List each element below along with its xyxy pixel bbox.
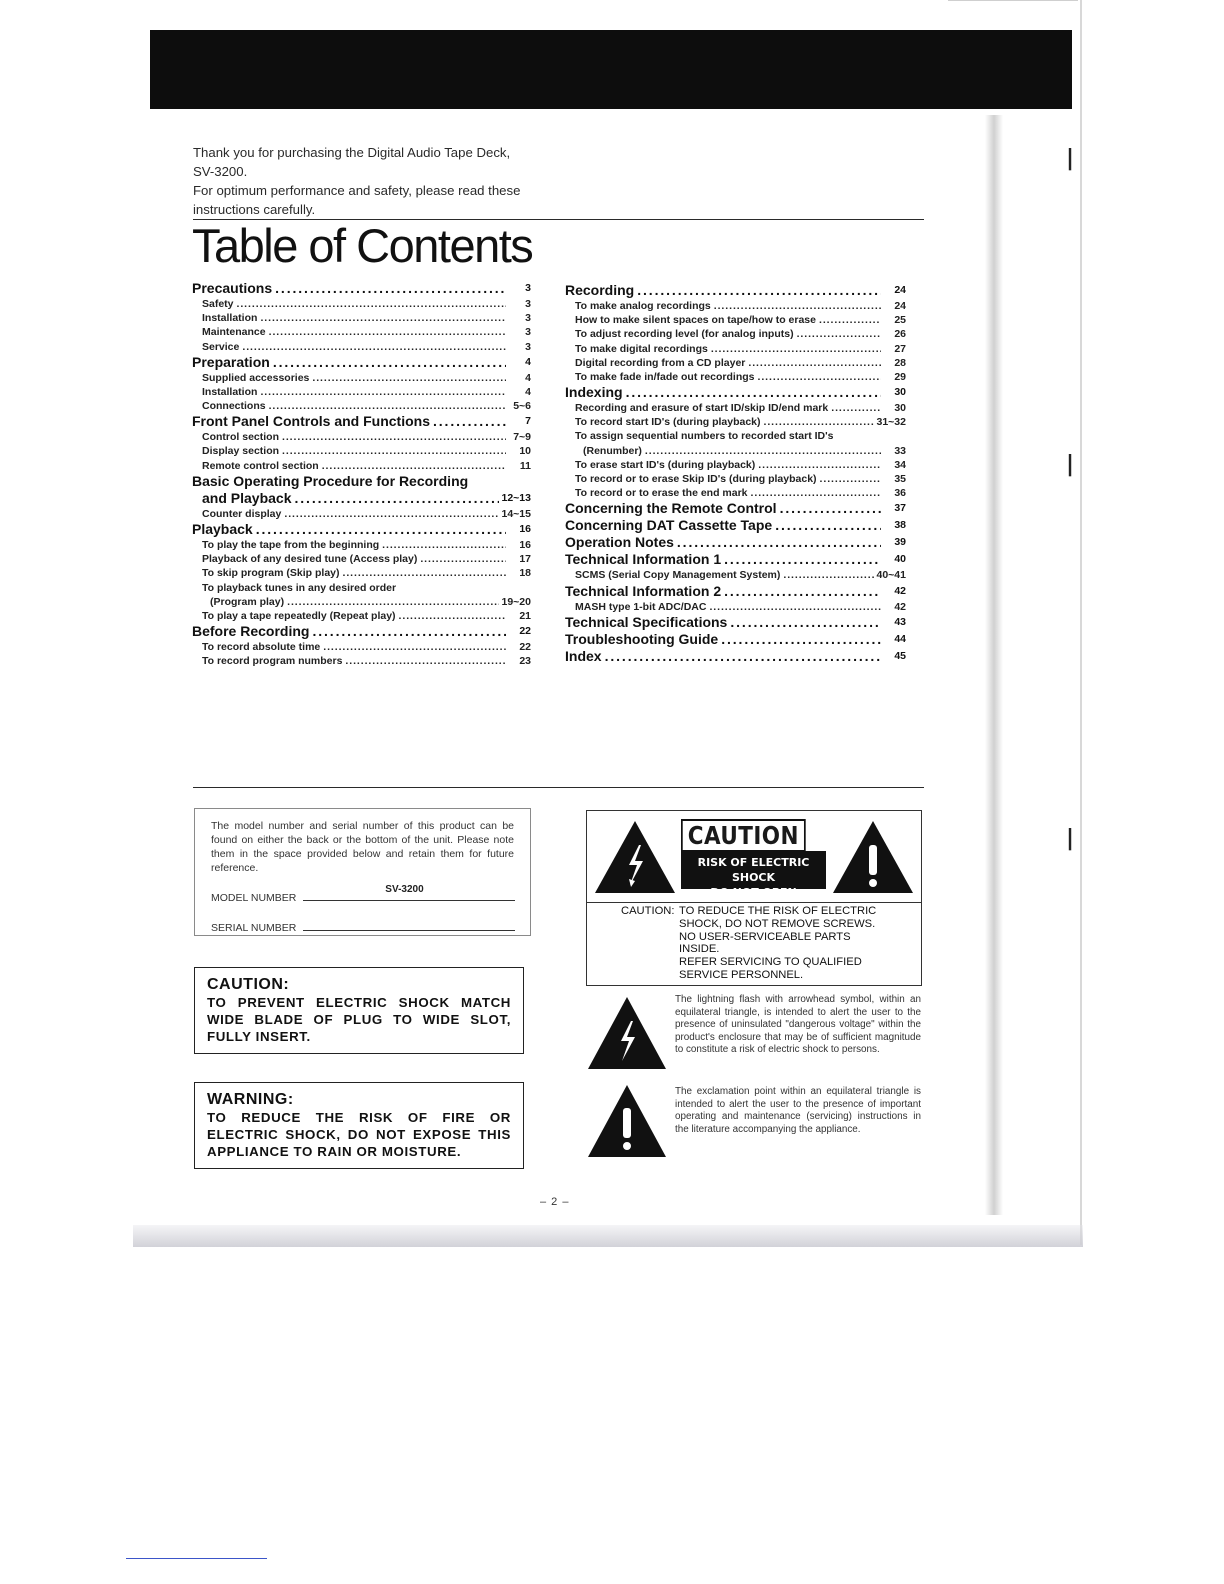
toc-entry-page: 40 bbox=[894, 553, 906, 566]
toc-entry-page: 21 bbox=[519, 609, 531, 622]
toc-entry-title: To record or to erase the end mark bbox=[575, 487, 748, 500]
toc-entry-page: 5~6 bbox=[513, 400, 531, 413]
toc-entry-title: Connections bbox=[202, 400, 266, 413]
caution-lead: CAUTION: bbox=[621, 905, 675, 917]
toc-leader-dots bbox=[345, 654, 506, 668]
toc-entry bbox=[565, 500, 906, 517]
caution-line: SHOCK, DO NOT REMOVE SCREWS. bbox=[679, 917, 876, 930]
toc-entry-page: 31~32 bbox=[876, 416, 906, 429]
toc-entry bbox=[565, 551, 906, 568]
plug-caution-body: TO PREVENT ELECTRIC SHOCK MATCH WIDE BLADE OF PLUG TO WIDE SLOT, FULLY INSERT. bbox=[207, 995, 511, 1044]
toc-entry-page: 4 bbox=[525, 371, 531, 384]
serial-number-line bbox=[303, 917, 515, 931]
toc-entry-page: 28 bbox=[894, 356, 906, 369]
toc-entry bbox=[565, 356, 906, 370]
binding-shadow bbox=[985, 115, 1003, 1215]
toc-entry-page: 3 bbox=[525, 312, 531, 325]
header-bar bbox=[150, 30, 1072, 109]
model-box-text: The model number and serial number of this product can be found on either the back or the bottom of the unit. Please note them in the space provided below and retain them for future reference. bbox=[211, 820, 514, 874]
toc-entry-page: 43 bbox=[894, 615, 906, 628]
toc-entry-title: Recording bbox=[565, 282, 635, 298]
toc-entry-title: Indexing bbox=[565, 384, 623, 401]
toc-leader-dots bbox=[780, 500, 881, 517]
toc-entry bbox=[565, 415, 906, 429]
toc-entry-page: 45 bbox=[894, 649, 906, 662]
toc-leader-dots bbox=[758, 370, 881, 384]
toc-entry-page: 19~20 bbox=[501, 595, 531, 608]
toc-entry-title: To skip program (Skip play) bbox=[202, 567, 340, 580]
toc-entry bbox=[565, 299, 906, 313]
caution-line: TO REDUCE THE RISK OF ELECTRIC bbox=[679, 905, 877, 917]
bottom-shadow bbox=[133, 1225, 1083, 1247]
model-number-value: SV-3200 bbox=[385, 884, 424, 895]
toc-entry-title: How to make silent spaces on tape/how to erase bbox=[575, 314, 816, 327]
toc-entry bbox=[192, 521, 531, 538]
toc-entry bbox=[192, 430, 531, 444]
toc-entry-page: 37 bbox=[894, 502, 906, 515]
toc-entry-page: 40~41 bbox=[876, 569, 906, 582]
intro-line: Thank you for purchasing the Digital Audio Tape Deck, bbox=[193, 145, 511, 160]
serial-number-field bbox=[211, 917, 515, 935]
toc-entry-page: 22 bbox=[519, 625, 531, 638]
toc-entry-title: Basic Operating Procedure for Recording bbox=[192, 472, 469, 489]
divider bbox=[193, 787, 924, 788]
toc-entry-title: and Playback bbox=[202, 489, 292, 506]
lightning-symbol-row bbox=[586, 994, 922, 1074]
toc-entry-page: 14~15 bbox=[501, 507, 531, 520]
toc-entry-title: SCMS (Serial Copy Management System) bbox=[575, 569, 781, 582]
toc-entry-title: Control section bbox=[202, 431, 280, 444]
toc-entry-page: 38 bbox=[894, 519, 906, 532]
caution-label-panel bbox=[586, 810, 922, 986]
right-margin bbox=[1072, 0, 1224, 1245]
toc-leader-dots bbox=[758, 458, 881, 472]
toc-leader-dots bbox=[242, 340, 506, 354]
model-number-box bbox=[194, 808, 531, 936]
toc-leader-dots bbox=[724, 551, 881, 568]
toc-leader-dots bbox=[751, 486, 881, 500]
caution-panel-text bbox=[621, 905, 876, 982]
toc-leader-dots bbox=[256, 521, 506, 538]
toc-entry bbox=[565, 327, 906, 341]
toc-entry bbox=[565, 384, 906, 401]
toc-entry-page: 44 bbox=[894, 632, 906, 645]
toc-entry-title: Technical Information 1 bbox=[565, 551, 722, 568]
caution-label: CAUTION bbox=[681, 819, 806, 852]
toc-leader-dots bbox=[237, 297, 506, 311]
toc-entry-title: To make analog recordings bbox=[575, 299, 711, 312]
toc-entry bbox=[565, 568, 906, 582]
caution-line: NO USER-SERVICEABLE PARTS bbox=[679, 930, 851, 943]
toc-leader-dots bbox=[730, 614, 881, 631]
toc-entry-title: Safety bbox=[202, 297, 234, 310]
toc-entry-page: 30 bbox=[894, 402, 906, 415]
toc-leader-dots bbox=[645, 444, 881, 458]
toc-entry-page: 34 bbox=[894, 458, 906, 471]
warning-heading: WARNING: bbox=[207, 1091, 294, 1108]
caution-line: SERVICE PERSONNEL. bbox=[679, 968, 804, 981]
toc-entry bbox=[565, 534, 906, 551]
toc-entry-title: To record program numbers bbox=[202, 655, 343, 668]
page-title: Table of Contents bbox=[192, 219, 533, 272]
toc-entry bbox=[192, 473, 531, 490]
toc-leader-dots bbox=[382, 538, 506, 552]
toc-entry bbox=[192, 371, 531, 385]
exclamation-triangle-icon bbox=[831, 819, 915, 895]
toc-entry-title: Technical Information 2 bbox=[565, 582, 722, 599]
toc-entry-page: 24 bbox=[894, 284, 906, 296]
toc-entry bbox=[192, 640, 531, 654]
toc-entry bbox=[192, 552, 531, 566]
toc-leader-dots bbox=[819, 313, 881, 327]
toc-entry-title: Technical Specifications bbox=[565, 613, 728, 630]
toc-entry bbox=[192, 566, 531, 580]
toc-entry-title: MASH type 1-bit ADC/DAC bbox=[575, 600, 707, 613]
lightning-triangle-icon bbox=[587, 996, 667, 1070]
toc-entry bbox=[565, 631, 906, 648]
toc-entry-title: To play the tape from the beginning bbox=[202, 539, 380, 552]
page-edge bbox=[1080, 0, 1082, 1245]
toc-leader-dots bbox=[637, 282, 881, 299]
toc-leader-dots bbox=[275, 280, 506, 297]
toc-entry-page: 10 bbox=[519, 445, 531, 458]
toc-entry-page: 3 bbox=[525, 282, 531, 294]
toc-entry-title: Maintenance bbox=[202, 326, 266, 339]
toc-entry-title: Operation Notes bbox=[565, 534, 674, 551]
plug-caution-box bbox=[194, 967, 524, 1054]
toc-entry-title: Installation bbox=[202, 385, 258, 398]
toc-entry-title: To erase start ID's (during playback) bbox=[575, 458, 756, 471]
intro-line: SV-3200. bbox=[193, 164, 248, 179]
toc-leader-dots bbox=[282, 430, 506, 444]
caution-shock-banner bbox=[681, 851, 826, 899]
toc-entry bbox=[192, 340, 531, 354]
toc-entry bbox=[192, 325, 531, 339]
toc-entry-title: Preparation bbox=[192, 353, 270, 370]
toc-entry bbox=[565, 583, 906, 600]
toc-entry-title: Playback bbox=[192, 521, 253, 538]
toc-entry bbox=[192, 297, 531, 311]
lightning-description: The lightning flash with arrowhead symbol, within an equilateral triangle, is intended to alert the user to the presence of uninsulated "dangerous voltage" within the product's enclosure that may be of sufficient magnitude to constitute a risk of electric shock to persons. bbox=[675, 994, 921, 1055]
toc-entry-title: Before Recording bbox=[192, 623, 310, 640]
toc-entry-title: Concerning DAT Cassette Tape bbox=[565, 517, 773, 534]
toc-entry-page: 22 bbox=[519, 641, 531, 654]
toc-leader-dots bbox=[273, 354, 506, 371]
toc-entry bbox=[192, 399, 531, 413]
toc-entry-title: To adjust recording level (for analog inputs) bbox=[575, 328, 794, 341]
toc-entry bbox=[565, 430, 906, 444]
exclamation-description: The exclamation point within an equilateral triangle is intended to alert the user to the presence of important operating and maintenance (servicing) instructions in the literature accompanying the appliance. bbox=[675, 1086, 921, 1135]
toc-entry-title: Recording and erasure of start ID/skip ID/end mark bbox=[575, 402, 829, 415]
caution-do-not-open: DO NOT OPEN bbox=[710, 886, 797, 899]
toc-entry bbox=[192, 311, 531, 325]
intro-text bbox=[193, 143, 563, 219]
toc-entry-page: 11 bbox=[519, 459, 531, 472]
toc-entry-title: Playback of any desired tune (Access play) bbox=[202, 553, 418, 566]
model-number-line bbox=[303, 884, 515, 901]
toc-leader-dots bbox=[677, 534, 881, 551]
toc-entry bbox=[192, 507, 531, 521]
toc-entry bbox=[565, 313, 906, 327]
toc-entry bbox=[565, 614, 906, 631]
toc-leader-dots bbox=[399, 609, 506, 623]
toc-leader-dots bbox=[312, 623, 506, 640]
toc-leader-dots bbox=[323, 640, 506, 654]
toc-entry bbox=[565, 282, 906, 299]
toc-left-column bbox=[192, 280, 531, 669]
toc-entry-title: To make digital recordings bbox=[575, 342, 708, 355]
toc-entry-title: To playback tunes in any desired order bbox=[202, 581, 397, 594]
caution-line: REFER SERVICING TO QUALIFIED bbox=[679, 956, 862, 969]
toc-entry bbox=[192, 623, 531, 640]
caution-shock-text: RISK OF ELECTRIC SHOCK bbox=[697, 856, 810, 884]
toc-leader-dots bbox=[626, 384, 881, 401]
toc-right-column bbox=[565, 282, 906, 665]
toc-entry-page: 42 bbox=[894, 600, 906, 613]
toc-entry-page: 36 bbox=[894, 487, 906, 500]
toc-leader-dots bbox=[295, 490, 499, 507]
page-number: – 2 – bbox=[540, 1196, 570, 1208]
toc-entry-page: 4 bbox=[525, 355, 531, 368]
toc-entry bbox=[565, 600, 906, 614]
toc-entry-title: Remote control section bbox=[202, 459, 319, 472]
toc-entry-title: (Program play) bbox=[210, 595, 285, 608]
toc-entry-page: 39 bbox=[894, 536, 906, 549]
intro-line: instructions carefully. bbox=[193, 202, 316, 217]
toc-leader-dots bbox=[711, 342, 881, 356]
toc-entry bbox=[192, 354, 531, 371]
toc-entry-page: 27 bbox=[894, 342, 906, 355]
toc-entry-title: Display section bbox=[202, 445, 280, 458]
toc-entry bbox=[565, 342, 906, 356]
toc-entry-page: 33 bbox=[894, 444, 906, 457]
exclamation-triangle-icon bbox=[587, 1084, 667, 1158]
edge-mark: | bbox=[1066, 452, 1075, 477]
toc-entry-page: 26 bbox=[894, 328, 906, 341]
toc-entry bbox=[192, 413, 531, 430]
warning-box bbox=[194, 1082, 524, 1169]
toc-leader-dots bbox=[783, 568, 873, 582]
toc-leader-dots bbox=[714, 299, 881, 313]
toc-entry-page: 23 bbox=[519, 655, 531, 668]
toc-entry-page: 17 bbox=[519, 553, 531, 566]
model-number-label: MODEL NUMBER bbox=[211, 892, 297, 904]
toc-entry-page: 24 bbox=[894, 299, 906, 312]
toc-entry-page: 30 bbox=[894, 386, 906, 399]
toc-entry bbox=[565, 458, 906, 472]
toc-leader-dots bbox=[420, 552, 506, 566]
toc-entry bbox=[192, 280, 531, 297]
toc-entry-title: Service bbox=[202, 340, 240, 353]
toc-entry bbox=[565, 648, 906, 665]
model-number-field bbox=[211, 884, 515, 905]
toc-entry-title: To record start ID's (during playback) bbox=[575, 416, 761, 429]
toc-leader-dots bbox=[764, 415, 874, 429]
toc-entry-title: Installation bbox=[202, 312, 258, 325]
toc-entry bbox=[192, 595, 531, 609]
toc-leader-dots bbox=[269, 399, 506, 413]
toc-entry-title: Front Panel Controls and Functions bbox=[192, 413, 430, 430]
toc-leader-dots bbox=[820, 472, 881, 486]
toc-entry-page: 25 bbox=[894, 314, 906, 327]
warning-body: TO REDUCE THE RISK OF FIRE OR ELECTRIC SHOCK, DO NOT EXPOSE THIS APPLIANCE TO RAIN OR MOISTURE. bbox=[207, 1110, 511, 1159]
toc-entry-title: Troubleshooting Guide bbox=[565, 630, 719, 647]
toc-entry bbox=[565, 472, 906, 486]
toc-entry bbox=[192, 538, 531, 552]
toc-entry-page: 3 bbox=[525, 326, 531, 339]
toc-leader-dots bbox=[724, 583, 881, 600]
toc-leader-dots bbox=[269, 325, 506, 339]
toc-entry bbox=[192, 385, 531, 399]
bottom-link-line bbox=[126, 1558, 267, 1559]
toc-entry bbox=[192, 459, 531, 473]
toc-entry-page: 29 bbox=[894, 370, 906, 383]
toc-entry-title: To record or to erase Skip ID's (during playback) bbox=[575, 473, 817, 486]
toc-entry-title: To play a tape repeatedly (Repeat play) bbox=[202, 609, 396, 622]
toc-entry bbox=[565, 370, 906, 384]
top-edge-line bbox=[948, 0, 1078, 1]
toc-entry-page: 3 bbox=[525, 340, 531, 353]
toc-entry-title: Index bbox=[565, 647, 602, 664]
toc-entry-page: 3 bbox=[525, 297, 531, 310]
toc-leader-dots bbox=[260, 311, 506, 325]
toc-entry bbox=[565, 517, 906, 534]
toc-leader-dots bbox=[282, 445, 506, 459]
toc-leader-dots bbox=[322, 459, 506, 473]
caution-line: INSIDE. bbox=[679, 943, 720, 956]
plug-caution-heading: CAUTION: bbox=[207, 976, 290, 993]
toc-leader-dots bbox=[748, 356, 881, 370]
toc-leader-dots bbox=[605, 648, 881, 665]
toc-leader-dots bbox=[775, 517, 881, 534]
toc-entry bbox=[192, 581, 531, 595]
toc-entry-page: 35 bbox=[894, 473, 906, 486]
toc-entry-page: 7~9 bbox=[513, 431, 531, 444]
toc-entry bbox=[192, 445, 531, 459]
edge-mark: | bbox=[1066, 826, 1075, 851]
toc-entry bbox=[565, 486, 906, 500]
toc-entry-page: 12~13 bbox=[501, 491, 531, 504]
toc-entry-title: Concerning the Remote Control bbox=[565, 500, 777, 517]
toc-entry-title: Counter display bbox=[202, 507, 282, 520]
toc-entry-page: 18 bbox=[519, 567, 531, 580]
toc-leader-dots bbox=[287, 595, 498, 609]
toc-entry-page: 4 bbox=[525, 385, 531, 398]
lightning-triangle-icon bbox=[593, 819, 677, 895]
toc-leader-dots bbox=[433, 413, 506, 430]
toc-entry bbox=[565, 401, 906, 415]
exclamation-symbol-row bbox=[586, 1084, 922, 1156]
toc-leader-dots bbox=[797, 327, 881, 341]
toc-leader-dots bbox=[284, 507, 498, 521]
toc-entry-title: Precautions bbox=[192, 280, 273, 296]
toc-leader-dots bbox=[312, 371, 506, 385]
toc-entry bbox=[565, 444, 906, 458]
toc-entry-page: 16 bbox=[519, 539, 531, 552]
toc-entry bbox=[192, 654, 531, 668]
toc-leader-dots bbox=[721, 631, 881, 648]
toc-entry-page: 42 bbox=[894, 584, 906, 597]
toc-entry-title: Digital recording from a CD player bbox=[575, 356, 746, 369]
intro-line: For optimum performance and safety, please read these bbox=[193, 183, 521, 198]
toc-entry-page: 7 bbox=[525, 415, 531, 428]
caution-label-graphic bbox=[587, 811, 921, 903]
toc-leader-dots bbox=[260, 385, 506, 399]
toc-entry-title: To assign sequential numbers to recorded start ID's bbox=[575, 430, 834, 443]
toc-entry-page: 16 bbox=[519, 523, 531, 536]
toc-entry bbox=[192, 490, 531, 507]
toc-leader-dots bbox=[831, 401, 881, 415]
edge-mark: | bbox=[1066, 146, 1075, 171]
toc-leader-dots bbox=[343, 566, 507, 580]
serial-number-label: SERIAL NUMBER bbox=[211, 922, 297, 934]
toc-entry-title: (Renumber) bbox=[583, 444, 642, 457]
toc-entry-title: Supplied accessories bbox=[202, 371, 310, 384]
toc-leader-dots bbox=[709, 600, 881, 614]
toc-entry-title: To make fade in/fade out recordings bbox=[575, 370, 755, 383]
toc-entry-title: To record absolute time bbox=[202, 641, 321, 654]
toc-entry bbox=[192, 609, 531, 623]
